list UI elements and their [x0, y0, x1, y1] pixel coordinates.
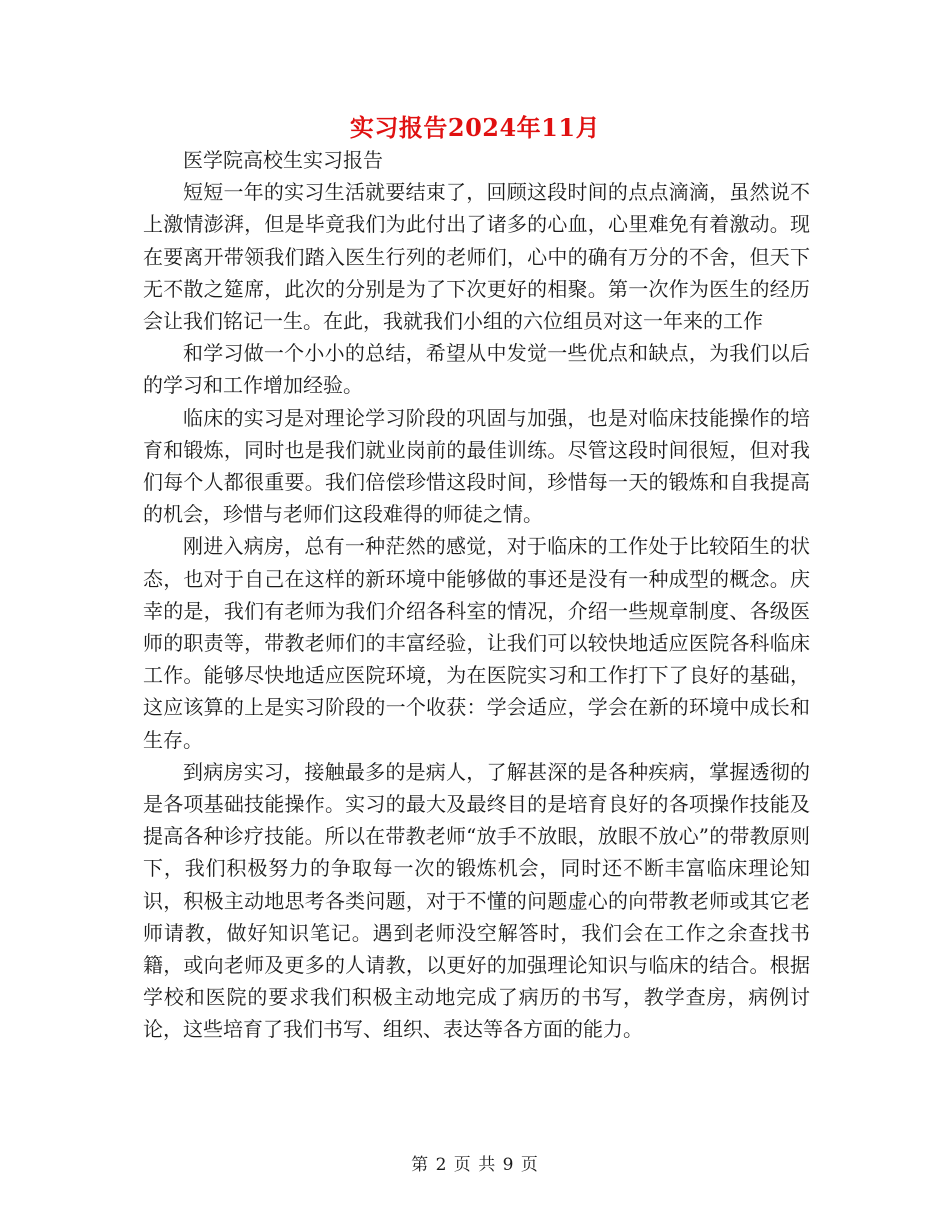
- document-title: 实习报告2024年11月: [349, 113, 601, 142]
- paragraph: 到病房实习，接触最多的是病人，了解甚深的是各种疾病，掌握透彻的是各项基础技能操作。实习的最大及最终目的是培育良好的各项操作技能及提高各种诊疗技能。所以在带教老师“放手不放眼，放眼不放心”的带教原则下，我们积极努力的争取每一次的锻炼机会，同时还不断丰富临床理论知识，积极主动地思考各类问题，对于不懂的问题虚心的向带教老师或其它老师请教，做好知识笔记。遇到老师没空解答时，我们会在工作之余查找书籍，或向老师及更多的人请教，以更好的加强理论知识与临床的结合。根据学校和医院的要求我们积极主动地完成了病历的书写，教学查房，病例讨论，这些培育了我们书写、组织、表达等各方面的能力。: [143, 759, 810, 1042]
- document-body: [143, 144, 810, 1046]
- paragraph: 和学习做一个小小的总结，希望从中发觉一些优点和缺点，为我们以后的学习和工作增加经验。: [143, 341, 810, 398]
- paragraph: 临床的实习是对理论学习阶段的巩固与加强，也是对临床技能操作的培育和锻炼，同时也是我们就业岗前的最佳训练。尽管这段时间很短，但对我们每个人都很重要。我们倍偿珍惜这段时间，珍惜每一天的锻炼和自我提高的机会，珍惜与老师们这段难得的师徒之情。: [143, 405, 810, 527]
- page-footer: 第 2 页 共 9 页: [411, 1155, 539, 1175]
- document-subtitle: 医学院高校生实习报告: [183, 148, 383, 172]
- paragraph: 短短一年的实习生活就要结束了，回顾这段时间的点点滴滴，虽然说不上激情澎湃，但是毕竟我们为此付出了诸多的心血，心里难免有着激动。现在要离开带领我们踏入医生行列的老师们，心中的确有万分的不舍，但天下无不散之筵席，此次的分别是为了下次更好的相聚。第一次作为医生的经历会让我们铭记一生。在此，我就我们小组的六位组员对这一年来的工作: [143, 180, 810, 334]
- paragraph: 刚进入病房，总有一种茫然的感觉，对于临床的工作处于比较陌生的状态，也对于自己在这样的新环境中能够做的事还是没有一种成型的概念。庆幸的是，我们有老师为我们介绍各科室的情况，介绍一些规章制度、各级医师的职责等，带教老师们的丰富经验，让我们可以较快地适应医院各科临床工作。能够尽快地适应医院环境，为在医院实习和工作打下了良好的基础，这应该算的上是实习阶段的一个收获：学会适应，学会在新的环境中成长和生存。: [143, 534, 810, 752]
